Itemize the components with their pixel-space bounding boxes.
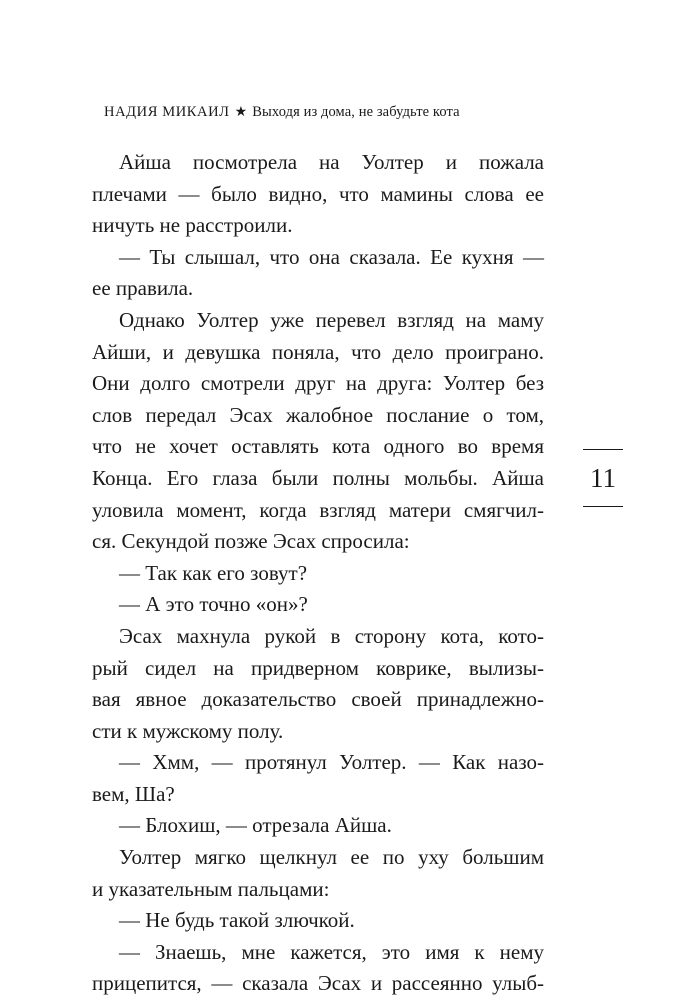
text-line: и указательным пальцами:: [92, 876, 330, 901]
text-line: слов передал Эсах жалобное послание о том,: [92, 402, 544, 427]
page-number-box: [583, 449, 623, 507]
text-line: Конца. Его глаза были полны мольбы. Айша: [92, 465, 544, 490]
paragraph-first-line: — Знаешь, мне кажется, это имя к нему: [119, 939, 544, 964]
text-line: сти к мужскому полу.: [92, 718, 284, 743]
paragraph-first-line: Айша посмотрела на Уолтер и пожала: [119, 150, 544, 174]
text-line: Айши, и девушка поняла, что дело проиграно.: [92, 339, 544, 364]
text-line: рый сидел на придверном коврике, вылизы-: [92, 655, 544, 680]
running-header: [104, 104, 544, 121]
header-book-title: Выходя из дома, не забудьте кота: [252, 104, 460, 120]
text-line: вая явное доказательство своей принадлежно-: [92, 687, 544, 712]
paragraph-first-line: — Не будь такой злючкой.: [119, 908, 355, 933]
paragraph-first-line: Эсах махнула рукой в сторону кота, кото-: [119, 623, 544, 648]
text-line: Они долго смотрели друг на друга: Уолтер без: [92, 371, 544, 396]
text-line: что не хочет оставлять кота одного во время: [92, 434, 544, 459]
body-text: [92, 147, 544, 1000]
paragraph-first-line: — Блохиш, — отрезала Айша.: [119, 813, 392, 838]
page-number-bottom-rule: [583, 506, 623, 507]
star-icon: ★: [234, 105, 248, 120]
text-line: уловила момент, когда взгляд матери смягчил-: [92, 497, 544, 522]
paragraph-first-line: Уолтер мягко щелкнул ее по уху большим: [119, 845, 544, 870]
header-author: НАДИЯ МИКАИЛ: [104, 104, 230, 120]
text-line: прицепится, — сказала Эсах и рассеянно улыб-: [92, 971, 544, 996]
text-line: плечами — было видно, что мамины слова ее: [92, 181, 544, 206]
paragraph-first-line: — Так как его зовут?: [119, 560, 308, 585]
paragraph-first-line: — А это точно «он»?: [119, 592, 308, 617]
paragraph-first-line: — Хмм, — протянул Уолтер. — Как назо-: [119, 750, 544, 775]
paragraph-first-line: Однако Уолтер уже перевел взгляд на маму: [119, 307, 544, 332]
page-number: 11: [590, 463, 616, 493]
text-line: ся. Секундой позже Эсах спросила:: [92, 529, 410, 554]
paragraph-first-line: — Ты слышал, что она сказала. Ее кухня —: [119, 244, 544, 269]
text-line: ее правила.: [92, 276, 194, 301]
text-line: ничуть не расстроили.: [92, 213, 293, 238]
text-line: вем, Ша?: [92, 781, 175, 806]
